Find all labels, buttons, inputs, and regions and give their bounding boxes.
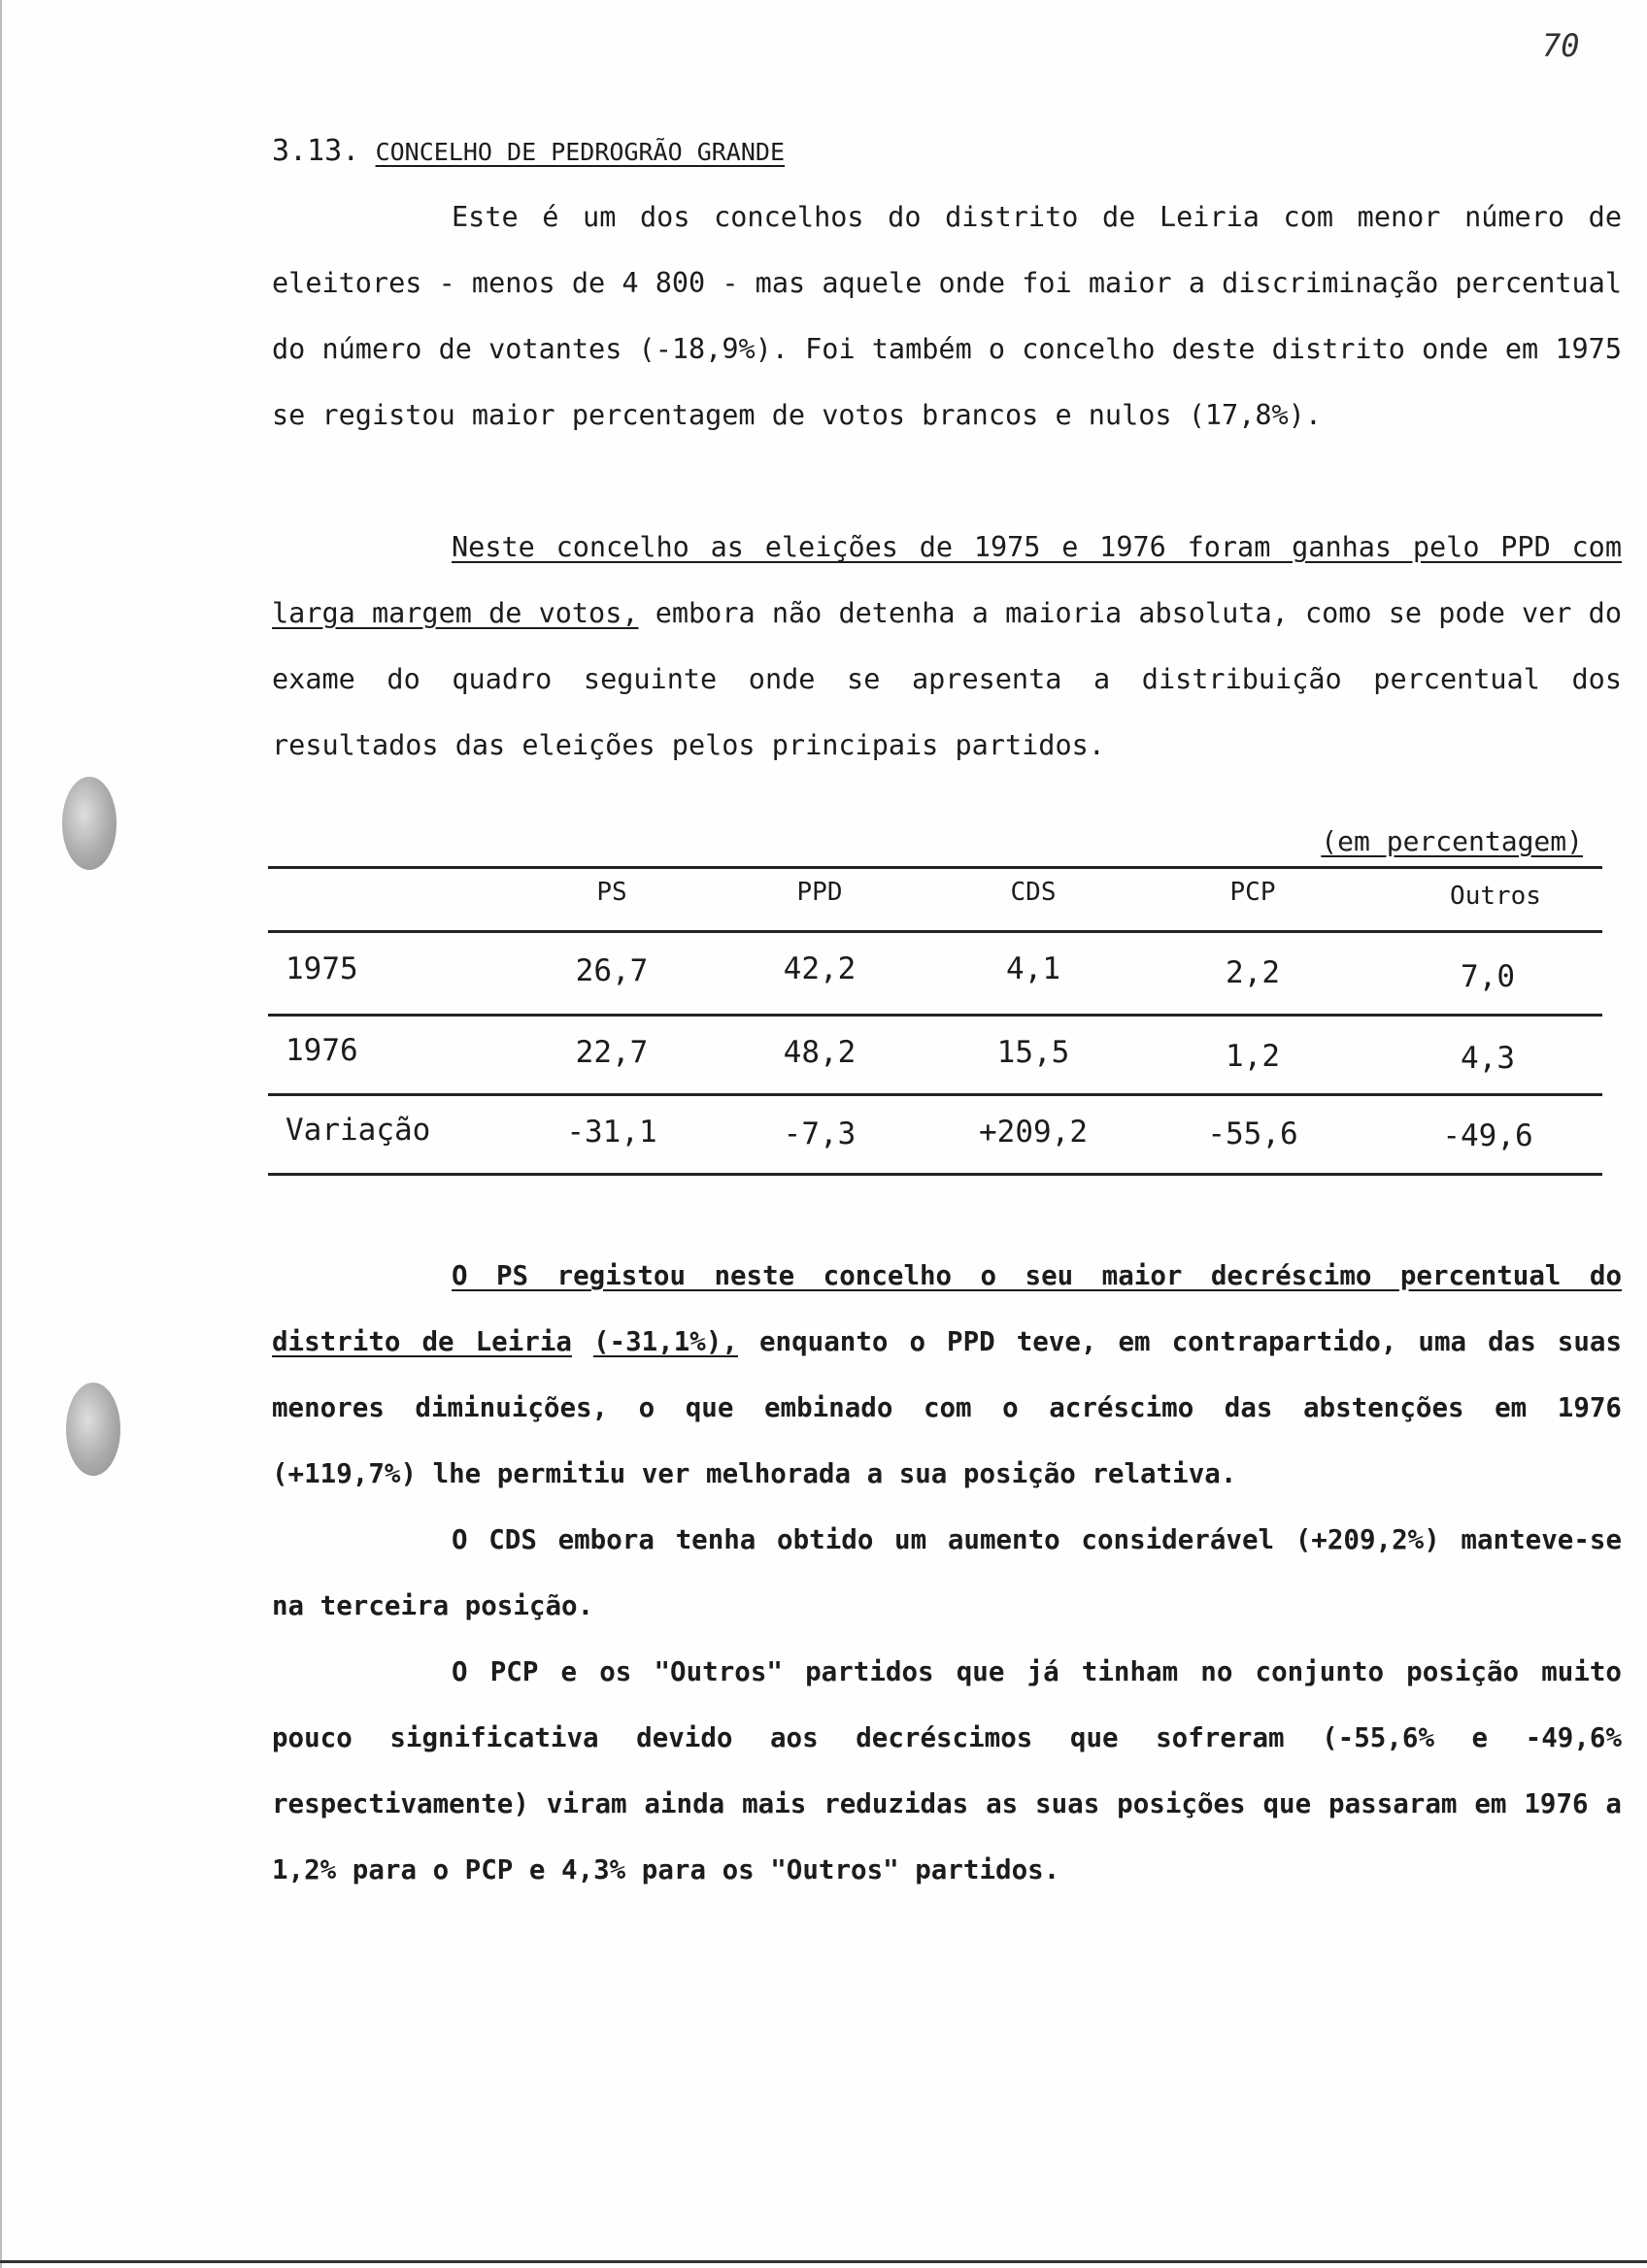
- row-label-variacao: Variação: [286, 1113, 431, 1148]
- table-row-rule: [268, 1093, 1602, 1096]
- column-header-cds: CDS: [1010, 878, 1057, 907]
- table-cell: -49,6: [1442, 1118, 1533, 1153]
- table-cell: 1,2: [1226, 1039, 1280, 1074]
- analysis-paragraph-cds: [272, 1507, 1622, 1639]
- table-cell: 7,0: [1461, 959, 1515, 994]
- table-row-rule: [268, 1014, 1602, 1017]
- table-cell: 4,1: [1006, 951, 1060, 986]
- table-header-rule: [268, 930, 1602, 933]
- column-header-outros: Outros: [1450, 882, 1541, 911]
- table-bottom-rule: [268, 1173, 1602, 1176]
- column-header-pcp: PCP: [1229, 878, 1276, 907]
- table-cell: 22,7: [575, 1035, 649, 1070]
- punch-hole: [62, 777, 117, 870]
- section-heading: [272, 134, 785, 168]
- intro-paragraph: [272, 184, 1622, 449]
- analysis-ps-underlined: O PS registou neste concelho o seu maior decréscimo percentual do distrito de Leiria: [272, 1260, 1622, 1357]
- results-table: [268, 825, 1602, 1194]
- table-unit-note: (em percentagem): [1321, 825, 1583, 857]
- page-bottom-edge: [0, 2260, 1647, 2263]
- analysis-paragraph-ps: [272, 1243, 1622, 1507]
- table-cell: 26,7: [575, 953, 649, 988]
- context-paragraph-underlined: Neste concelho as eleições de 1975 e 1976 foram ganhas pelo PPD com larga margem de votos,: [272, 531, 1622, 629]
- punch-hole: [66, 1383, 120, 1476]
- table-cell: 4,3: [1461, 1041, 1515, 1076]
- intro-paragraph-text: Este é um dos concelhos do distrito de Leiria com menor número de eleitores - menos de 4 800 - mas aquele onde foi maior a discriminação percentual do número de votantes (-18,9%). Foi também o concelho deste distrito onde em 1975 se registou maior percentagem de votos brancos e nulos (17,8%).: [272, 201, 1622, 431]
- analysis-pcp-text: O PCP e os "Outros" partidos que já tinham no conjunto posição muito pouco significativa devido aos decréscimos que sofreram (-55,6% e -49,6% respectivamente) viram ainda mais reduzidas as suas posições que passaram em 1976 a 1,2% para o PCP e 4,3% para os "Outros" partidos.: [272, 1656, 1622, 1885]
- row-label-1976: 1976: [286, 1033, 358, 1068]
- page-edge-line: [0, 0, 2, 2268]
- analysis-cds-text: O CDS embora tenha obtido um aumento considerável (+209,2%) manteve-se na terceira posição.: [272, 1524, 1622, 1621]
- context-paragraph: [272, 515, 1622, 779]
- analysis-ps-text: enquanto o PPD teve, em contrapartido, uma das suas menores diminuições, o que embinado com o acréscimo das abstenções em 1976 (+119,7%) lhe permitiu ver melhorada a sua posição relativa.: [272, 1326, 1623, 1489]
- table-top-rule: [268, 866, 1602, 869]
- table-cell: -55,6: [1207, 1117, 1298, 1151]
- section-title: CONCELHO DE PEDROGRÃO GRANDE: [375, 138, 786, 166]
- table-cell: 48,2: [783, 1035, 857, 1070]
- table-cell: 2,2: [1226, 955, 1280, 990]
- column-header-ppd: PPD: [796, 878, 843, 907]
- table-cell: -7,3: [783, 1117, 857, 1151]
- table-cell: 42,2: [783, 951, 857, 986]
- page-number: 70: [1542, 27, 1580, 64]
- analysis-paragraph-pcp: [272, 1639, 1622, 1903]
- section-number: 3.13.: [272, 134, 360, 168]
- row-label-1975: 1975: [286, 951, 358, 986]
- column-header-ps: PS: [596, 878, 627, 907]
- table-cell: 15,5: [996, 1035, 1070, 1070]
- table-cell: -31,1: [566, 1115, 657, 1150]
- context-paragraph-text: embora não detenha a maioria absoluta, como se pode ver do exame do quadro seguinte onde se apresenta a distribuição percentual dos resultados das eleições pelos principais partidos.: [272, 597, 1622, 761]
- table-cell: +209,2: [979, 1115, 1088, 1150]
- analysis-ps-underlined-value: (-31,1%),: [592, 1326, 738, 1357]
